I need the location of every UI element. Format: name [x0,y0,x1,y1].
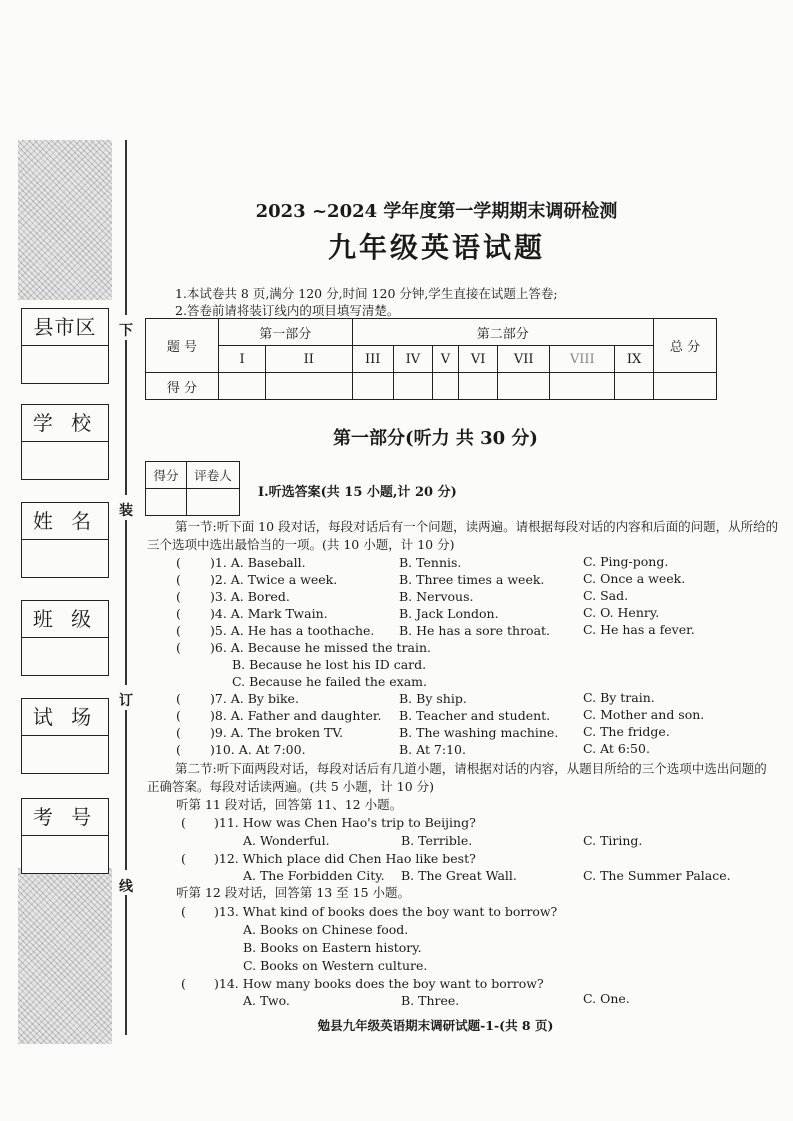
answer-paren[interactable]: ( [181,851,186,866]
question-stem: )8. A. Father and daughter. [210,708,382,723]
question-stem: )10. A. At 7:00. [210,742,306,757]
roman-col: VIII [550,346,615,373]
score-cell[interactable] [498,373,550,400]
binding-char: 装 [119,503,133,519]
binding-line [125,710,127,870]
option-c: C. O. Henry. [583,605,660,620]
total-score-cell[interactable] [654,373,717,400]
question-stem: )3. A. Bored. [210,589,290,604]
field-label: 考 号 [22,799,108,836]
answer-paren[interactable]: ( [181,976,186,991]
option-c: C. Sad. [583,588,629,603]
page-footer: 勉县九年级英语期末调研试题-1-(共 8 页) [317,1018,554,1033]
section2-instruction: 第二节:听下面两段对话，每段对话后有几道小题，请根据对话的内容，从题目所给的三个选项中选出问题的正确答案。每段对话读两遍。(共 5 小题，计 10 分) [147,761,767,794]
part1-header: 第一部分 [219,319,353,346]
binding-char: 线 [119,879,133,895]
option-a: A. The Forbidden City. [243,868,385,883]
exam-title-line1: 2023 ~2024 学年度第一学期期末调研检测 [255,201,618,222]
question-stem: )9. A. The broken TV. [210,725,344,740]
answer-paren[interactable]: ( [176,555,181,570]
option-c: C. By train. [583,690,655,705]
listen-11-instruction: 听第 11 段对话，回答第 11、12 小题。 [176,797,403,812]
field-label: 学 校 [22,405,108,442]
instruction-2: 2.答卷前请将装订线内的项目填写清楚。 [175,303,400,318]
option-b: B. Tennis. [399,555,462,570]
listen-12-instruction: 听第 12 段对话，回答第 13 至 15 小题。 [176,885,411,900]
option-b: B. Books on Eastern history. [243,940,422,955]
score-table [145,318,717,400]
question-stem: )5. A. He has a toothache. [210,623,375,638]
grader-label: 评卷人 [187,462,240,489]
answer-paren[interactable]: ( [176,572,181,587]
field-class[interactable] [21,600,109,676]
option-b: B. Jack London. [399,606,499,621]
option-a: A. Two. [243,993,290,1008]
roman-col: III [352,346,393,373]
answer-paren[interactable]: ( [176,708,181,723]
question-stem: )2. A. Twice a week. [210,572,338,587]
question-stem: )7. A. By bike. [210,691,299,706]
score-cell[interactable] [459,373,498,400]
grader-score-label: 得分 [146,462,187,489]
option-c: C. Because he failed the exam. [232,674,427,689]
score-cell[interactable] [432,373,458,400]
question-stem: )6. A. Because he missed the train. [210,640,432,655]
option-b: B. The washing machine. [399,725,559,740]
option-b: B. By ship. [399,691,467,706]
option-c: C. One. [583,991,630,1006]
question-stem: )4. A. Mark Twain. [210,606,328,621]
option-c: C. The Summer Palace. [583,868,731,883]
field-exam-room[interactable] [21,698,109,774]
question-stem: )11. How was Chen Hao's trip to Beijing? [214,815,476,830]
option-a: A. Wonderful. [243,833,330,848]
grader-score-cell[interactable] [146,489,187,516]
part2-header: 第二部分 [352,319,654,346]
roman-col: VII [498,346,550,373]
answer-paren[interactable]: ( [181,815,186,830]
binding-line [125,340,127,495]
option-b: B. He has a sore throat. [399,623,551,638]
answer-paren[interactable]: ( [176,691,181,706]
answer-paren[interactable]: ( [176,640,181,655]
option-c: C. Tiring. [583,833,643,848]
field-county[interactable] [21,308,109,384]
option-b: B. At 7:10. [399,742,466,757]
roman-col: VI [459,346,498,373]
option-c: C. He has a fever. [583,622,695,637]
row-label-question-number: 题 号 [146,319,219,373]
grader-table [145,461,240,516]
roman-col: V [432,346,458,373]
answer-paren[interactable]: ( [176,725,181,740]
field-exam-number[interactable] [21,798,109,874]
section1-instruction: 第一节:听下面 10 段对话，每段对话后有一个问题，读两遍。请根据每段对话的内容和后面的问题，从所给的三个选项中选出最恰当的一项。(共 10 小题，计 10 分) [147,519,779,552]
option-b: B. Teacher and student. [399,708,551,723]
field-label: 姓 名 [22,503,108,540]
field-label: 试 场 [22,699,108,736]
answer-paren[interactable]: ( [176,606,181,621]
grader-cell[interactable] [187,489,240,516]
field-label: 县市区 [22,309,108,346]
exam-title-line2: 九年级英语试题 [327,231,545,264]
roman-col: I [219,346,266,373]
answer-paren[interactable]: ( [181,904,186,919]
score-cell[interactable] [615,373,654,400]
binding-char: 下 [119,323,133,339]
option-c: C. Ping-pong. [583,554,669,569]
total-header: 总 分 [654,319,717,373]
option-c: C. At 6:50. [583,741,650,756]
score-cell[interactable] [219,373,266,400]
option-c: C. Mother and son. [583,707,705,722]
question-stem: )14. How many books does the boy want to borrow? [214,976,544,991]
option-c: C. Once a week. [583,571,686,586]
row-label-score: 得 分 [146,373,219,400]
score-cell[interactable] [352,373,393,400]
option-b: B. Terrible. [401,833,473,848]
option-a: A. Books on Chinese food. [243,922,409,937]
roman-col: II [266,346,352,373]
score-cell[interactable] [393,373,432,400]
binding-line [125,895,127,1035]
score-cell[interactable] [266,373,352,400]
option-b: B. The Great Wall. [401,868,517,883]
field-name[interactable] [21,502,109,578]
field-label: 班 级 [22,601,108,638]
binding-line [125,520,127,685]
question-stem: )12. Which place did Chen Hao like best? [214,851,476,866]
answer-paren[interactable]: ( [176,742,181,757]
part-title: I.听选答案(共 15 小题,计 20 分) [258,485,457,500]
question-stem: )13. What kind of books does the boy want to borrow? [214,904,558,919]
binding-char: 订 [119,693,133,709]
option-c: C. Books on Western culture. [243,958,428,973]
answer-paren[interactable]: ( [176,623,181,638]
option-b: B. Nervous. [399,589,474,604]
section-title: 第一部分(听力 共 30 分) [333,428,538,449]
roman-col: IV [393,346,432,373]
option-b: B. Because he lost his ID card. [232,657,427,672]
option-b: B. Three. [401,993,460,1008]
instruction-1: 1.本试卷共 8 页,满分 120 分,时间 120 分钟,学生直接在试题上答卷; [175,286,558,301]
score-cell[interactable] [550,373,615,400]
roman-col: IX [615,346,654,373]
option-b: B. Three times a week. [399,572,545,587]
option-c: C. The fridge. [583,724,670,739]
question-stem: )1. A. Baseball. [210,555,306,570]
answer-paren[interactable]: ( [176,589,181,604]
